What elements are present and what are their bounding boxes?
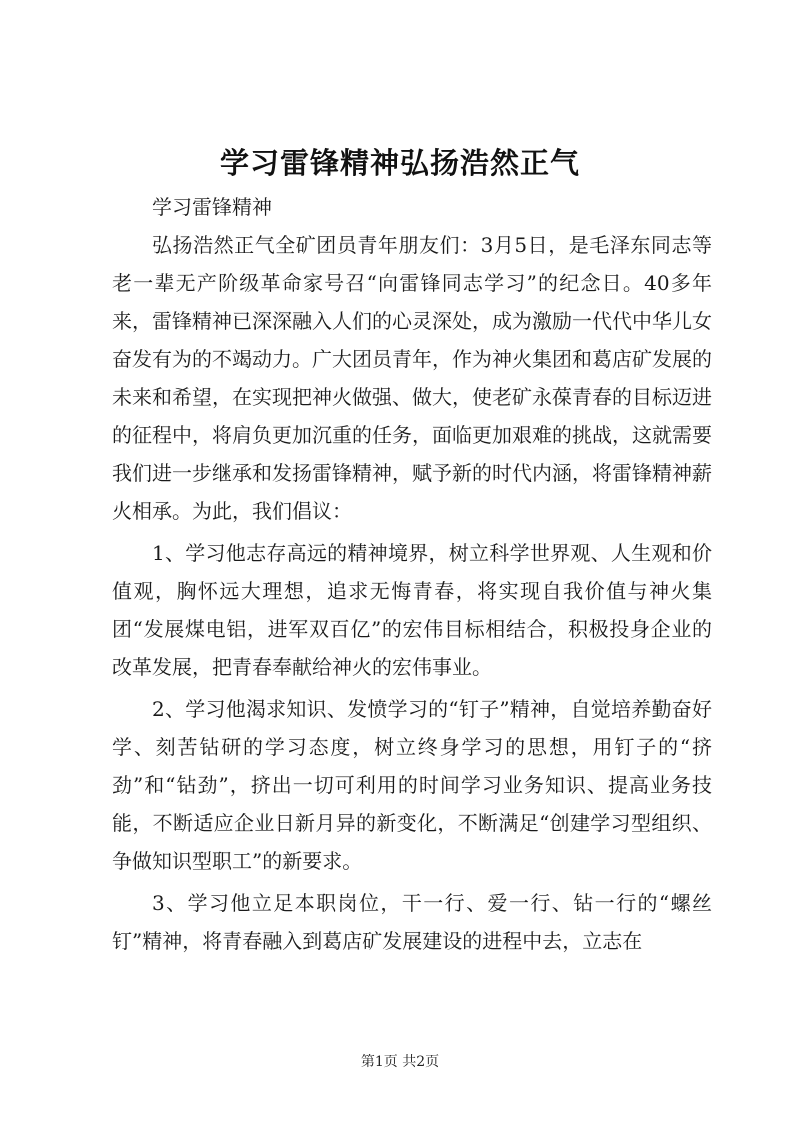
paragraph-item-2: 2、学习他渴求知识、发愤学习的“钉子”精神，自觉培养勤奋好学、刻苦钻研的学习态度，树立终身学习的思想，用钉子的“挤劲”和“钻劲”，挤出一切可利用的时间学习业务知识、提高业务技能，不断适应企业日新月异的新变化，不断满足“创建学习型组织、争做知识型职工”的新要求。 — [112, 697, 712, 873]
document-body — [112, 188, 712, 960]
paragraph-intro: 弘扬浩然正气全矿团员青年朋友们：3月5日，是毛泽东同志等老一辈无产阶级革命家号召“向雷锋同志学习”的纪念日。40多年来，雷锋精神已深深融入人们的心灵深处，成为激励一代代中华儿女奋发有为的不竭动力。广大团员青年，作为神火集团和葛店矿发展的未来和希望，在实现把神火做强、做大，使老矿永葆青春的目标迈进的征程中，将肩负更加沉重的任务，面临更加艰难的挑战，这就需要我们进一步继承和发扬雷锋精神，赋予新的时代内涵，将雷锋精神薪火相承。为此，我们倡议： — [112, 233, 712, 523]
document-title: 学习雷锋精神弘扬浩然正气 — [219, 146, 580, 180]
page-number-footer: 第1页 共2页 — [360, 1054, 440, 1070]
paragraph-subtitle: 学习雷锋精神 — [152, 195, 272, 219]
paragraph-item-1: 1、学习他志存高远的精神境界，树立科学世界观、人生观和价值观，胸怀远大理想，追求无悔青春，将实现自我价值与神火集团“发展煤电铝，进军双百亿”的宏伟目标相结合，积极投身企业的改革发展，把青春奉献给神火的宏伟事业。 — [112, 541, 712, 679]
paragraph-item-3: 3、学习他立足本职岗位，干一行、爱一行、钻一行的“螺丝钉”精神，将青春融入到葛店矿发展建设的进程中去，立志在 — [112, 891, 712, 953]
